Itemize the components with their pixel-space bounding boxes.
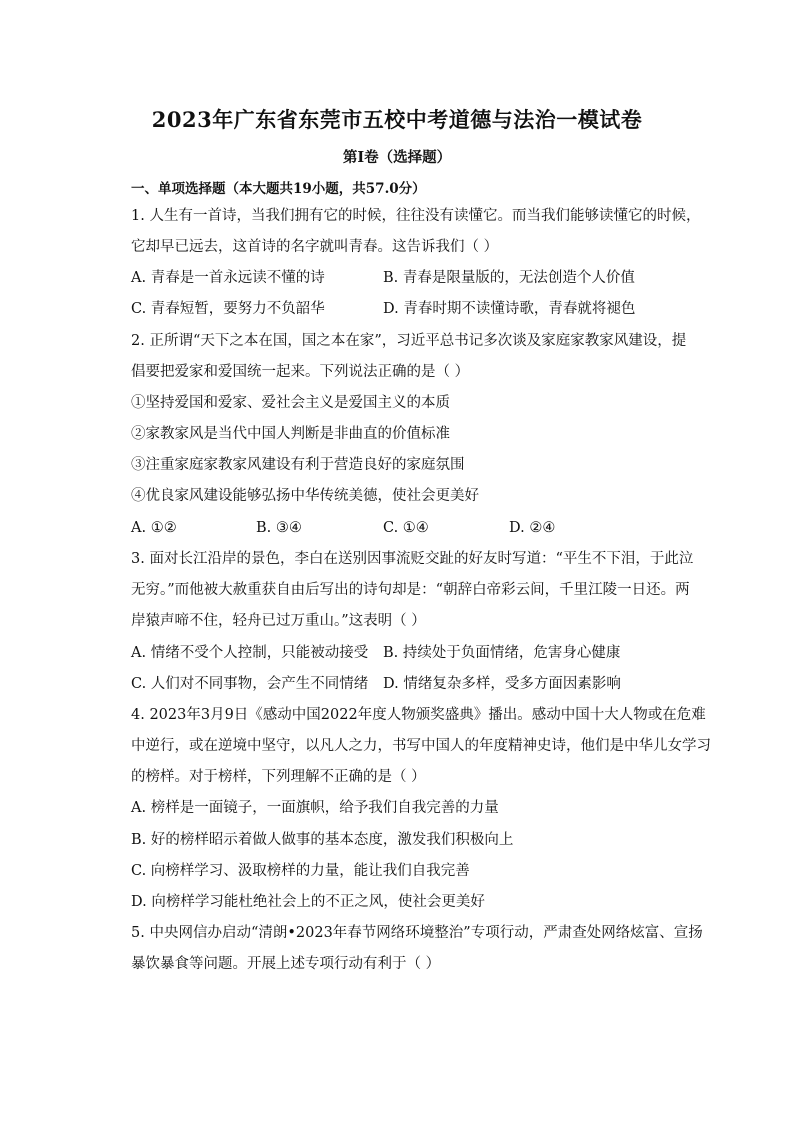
q4-stem-line3: 的榜样。对于榜样，下列理解不正确的是（ ）: [131, 769, 426, 785]
section-heading: 一、单项选择题（本大题共19小题，共57.0分）: [131, 181, 426, 197]
q4-stem-line2: 中逆行，或在逆境中坚守，以凡人之力，书写中国人的年度精神史诗，他们是中华儿女学习: [131, 738, 711, 754]
q3-stem-line3: 岸猿声啼不住，轻舟已过万重山。”这表明（ ）: [131, 613, 426, 629]
q3-option-c: C. 人们对不同事物，会产生不同情绪: [131, 676, 369, 692]
q2-statement-4: ④优良家风建设能够弘扬中华传统美德，使社会更美好: [131, 488, 479, 504]
q4-stem-line1: 4. 2023年3月9日《感动中国2022年度人物颁奖盛典》播出。感动中国十大人物或在危难: [131, 707, 706, 723]
exam-title: 2023年广东省东莞市五校中考道德与法治一模试卷: [151, 107, 643, 132]
q5-stem-line2: 暴饮暴食等问题。开展上述专项行动有利于（ ）: [131, 956, 441, 972]
q3-option-b: B. 持续处于负面情绪，危害身心健康: [383, 645, 621, 661]
q3-option-d: D. 情绪复杂多样，受多方面因素影响: [383, 676, 621, 692]
q1-option-a: A. 青春是一首永远读不懂的诗: [131, 270, 325, 286]
q2-statement-2: ②家教家风是当代中国人判断是非曲直的价值标准: [131, 426, 450, 442]
q1-option-c: C. 青春短暂，要努力不负韶华: [131, 301, 325, 317]
q2-statement-3: ③注重家庭家教家风建设有利于营造良好的家庭氛围: [131, 457, 465, 473]
q3-stem-line2: 无穷。”而他被大赦重获自由后写出的诗句却是：“朝辞白帝彩云间，千里江陵一日还。两: [131, 582, 690, 598]
q4-option-d: D. 向榜样学习能杜绝社会上的不正之风，使社会更美好: [131, 894, 485, 910]
q3-stem-line1: 3. 面对长江沿岸的景色，李白在送别因事流贬交趾的好友时写道：“平生不下泪，于此泣: [131, 551, 694, 567]
q2-stem-line2: 倡要把爱家和爱国统一起来。下列说法正确的是（ ）: [131, 364, 470, 380]
q2-option-c: C. ①④: [383, 520, 429, 536]
q2-statement-1: ①坚持爱国和爱家、爱社会主义是爱国主义的本质: [131, 395, 450, 411]
q3-option-a: A. 情绪不受个人控制，只能被动接受: [131, 645, 369, 661]
q4-option-b: B. 好的榜样昭示着做人做事的基本态度，激发我们积极向上: [131, 832, 514, 848]
q2-stem-line1: 2. 正所谓“天下之本在国，国之本在家”，习近平总书记多次谈及家庭家教家风建设，提: [131, 333, 687, 349]
q5-stem-line1: 5. 中央网信办启动“清朗•2023年春节网络环境整治”专项行动，严肃查处网络炫富、宣扬: [131, 925, 703, 941]
q2-option-d: D. ②④: [509, 520, 556, 536]
q4-option-c: C. 向榜样学习、汲取榜样的力量，能让我们自我完善: [131, 863, 470, 879]
q1-stem-line1: 1. 人生有一首诗，当我们拥有它的时候，往往没有读懂它。而当我们能够读懂它的时候，: [131, 208, 701, 224]
q4-option-a: A. 榜样是一面镜子，一面旗帜，给予我们自我完善的力量: [131, 800, 499, 816]
q2-option-b: B. ③④: [256, 520, 302, 536]
q2-option-a: A. ①②: [131, 520, 177, 536]
q1-stem-line2: 它却早已远去，这首诗的名字就叫青春。这告诉我们（ ）: [131, 239, 499, 255]
paper-subtitle: 第Ⅰ卷（选择题）: [342, 149, 452, 166]
q1-option-b: B. 青春是限量版的，无法创造个人价值: [383, 270, 635, 286]
q1-option-d: D. 青春时期不读懂诗歌，青春就将褪色: [383, 301, 636, 317]
